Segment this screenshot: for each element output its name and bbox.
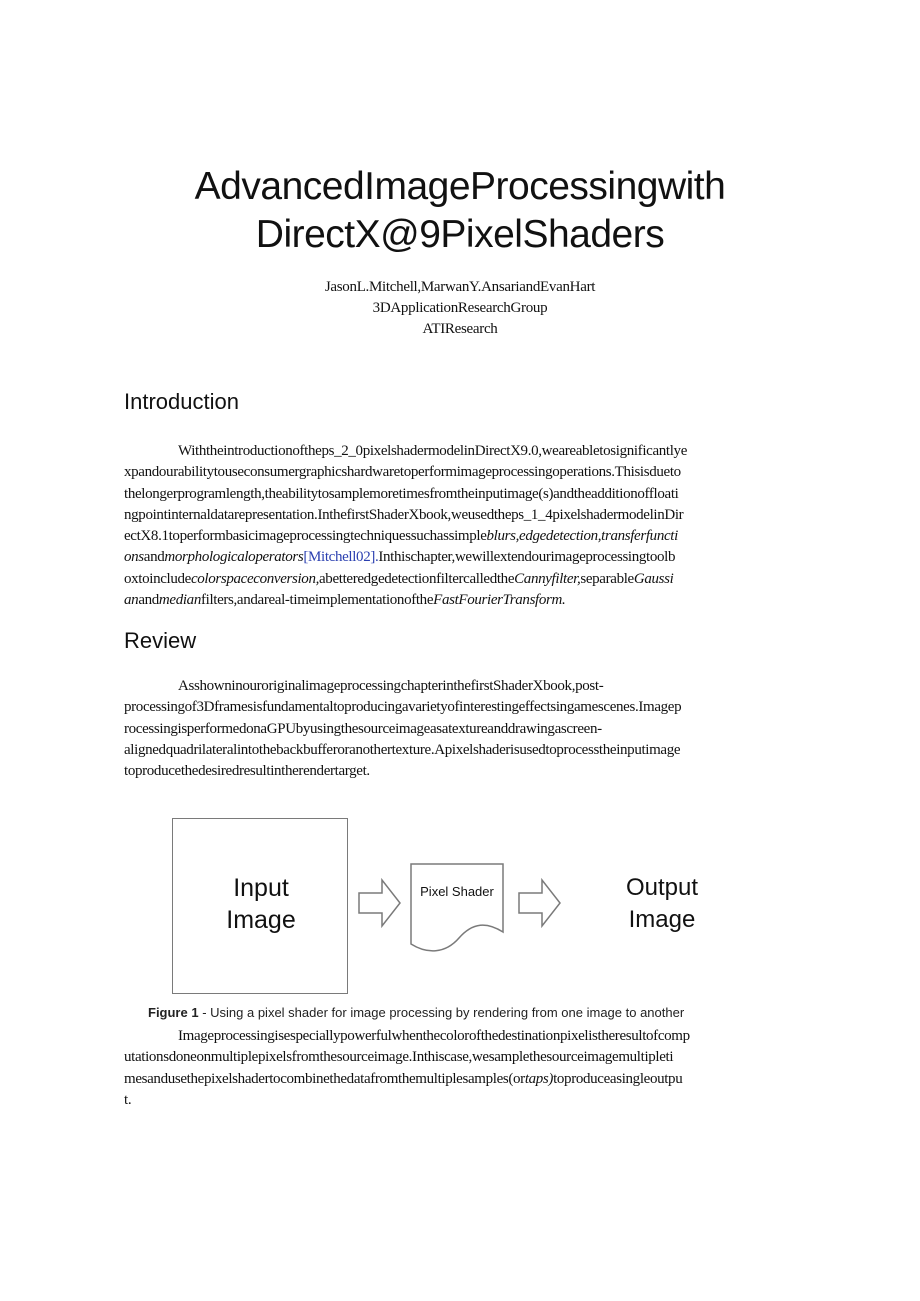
- review-paragraph: [124, 676, 792, 782]
- paper-title-line-2: DirectX@9PixelShaders: [255, 213, 665, 256]
- caption-label: Figure 1: [148, 1005, 199, 1020]
- introduction-paragraph: [124, 441, 792, 611]
- intro-line: ngpointinternaldatarepresentation.InthefirstShaderXbook,weusedtheps_1_4pixelshadermodelinDir: [124, 506, 684, 523]
- review-line: toproducethedesiredresultintherendertarget.: [124, 763, 370, 780]
- output-label-line: Image: [628, 906, 696, 933]
- intro-emphasis: an: [124, 592, 139, 609]
- after-figure-line: t.: [124, 1091, 132, 1108]
- right-arrow-icon: [518, 878, 562, 928]
- intro-line: thelongerprogramlength,theabilitytosamplemoretimesfromtheinputimage(s)andtheadditionoffloati: [124, 485, 679, 502]
- intro-emphasis: median: [158, 592, 201, 609]
- input-label-line: Image: [226, 906, 296, 934]
- input-label-line: Input: [233, 874, 289, 902]
- figure-1-caption: [148, 1005, 848, 1020]
- review-line: processingof3Dframesisfundamentaltoproducingavarietyofinterestingeffectsingamescenes.Imagep: [124, 699, 682, 716]
- intro-text: ectX8.1toperformbasicimageprocessingtechniquessuchassimple: [124, 528, 487, 545]
- after-figure-paragraph: [124, 1026, 792, 1111]
- intro-text: filters,andareal-timeimplementationofthe: [200, 592, 434, 609]
- after-figure-text: toproduceasingleoutpu: [553, 1070, 683, 1087]
- author-names: JasonL.Mitchell,MarwanY.AnsariandEvanHart: [324, 279, 596, 295]
- intro-emphasis: ons: [124, 549, 144, 566]
- intro-text: and: [138, 592, 159, 609]
- after-figure-emphasis: taps): [524, 1070, 554, 1087]
- output-label-line: Output: [625, 874, 699, 901]
- intro-text: separable: [580, 570, 634, 587]
- after-figure-text: mesandusethepixelshadertocombinethedatafromthemultiplesamples(or: [124, 1070, 525, 1087]
- review-heading: Review: [124, 628, 197, 653]
- after-figure-line: utationsdoneonmultiplepixelsfromthesourceimage.Inthiscase,wesamplethesourceimagemultipleti: [124, 1049, 674, 1066]
- intro-emphasis: Gaussi: [633, 570, 674, 587]
- intro-text: oxtoinclude: [124, 570, 191, 587]
- pixel-shader-document-icon: [407, 860, 507, 956]
- intro-emphasis: morphologicaloperators: [164, 549, 304, 566]
- intro-text: abetteredgedetectionfiltercalledthe: [319, 570, 515, 587]
- intro-emphasis: blurs,edgedetection,transferfuncti: [486, 528, 678, 545]
- output-image-label: [602, 872, 722, 936]
- intro-emphasis: colorspaceconversion,: [190, 570, 319, 587]
- intro-text: and: [143, 549, 165, 566]
- pixel-shader-label: Pixel Shader: [420, 884, 494, 899]
- citation-link-mitchell02[interactable]: [Mitchell02].: [303, 549, 379, 566]
- introduction-heading: Introduction: [124, 389, 239, 414]
- review-line: alignedquadrilateralintothebackbufferoranothertexture.Apixelshaderisusedtoprocesstheinputimage: [124, 741, 681, 758]
- figure-1-diagram: [170, 816, 730, 998]
- intro-text: Inthischapter,wewillextendourimageprocessingtoolb: [378, 549, 676, 566]
- right-arrow-icon: [358, 878, 402, 928]
- intro-emphasis: FastFourierTransform.: [433, 592, 566, 609]
- caption-text: - Using a pixel shader for image processing by rendering from one image to another: [198, 1005, 685, 1020]
- after-figure-line: Imageprocessingisespeciallypowerfulwhenthecolorofthedestinationpixelistheresultofcomp: [178, 1028, 690, 1044]
- paper-title-line-1: AdvancedImageProcessingwith: [194, 165, 726, 208]
- review-line: rocessingisperformedonaGPUbyusingthesourceimageasatextureanddrawingascreen-: [124, 720, 602, 737]
- author-group: 3DApplicationResearchGroup: [372, 300, 548, 316]
- input-image-label: [172, 872, 350, 936]
- intro-line: xpandourabilitytouseconsumergraphicshardwaretoperformimageprocessingoperations.Thisisdueto: [124, 464, 681, 481]
- review-line: AsshowninouroriginalimageprocessingchapterinthefirstShaderXbook,post-: [178, 678, 604, 694]
- author-organization: ATIResearch: [422, 321, 498, 337]
- intro-emphasis: Cannyfilter,: [514, 570, 581, 587]
- intro-line: Withtheintroductionoftheps_2_0pixelshadermodelinDirectX9.0,weareabletosignificantlye: [178, 443, 688, 459]
